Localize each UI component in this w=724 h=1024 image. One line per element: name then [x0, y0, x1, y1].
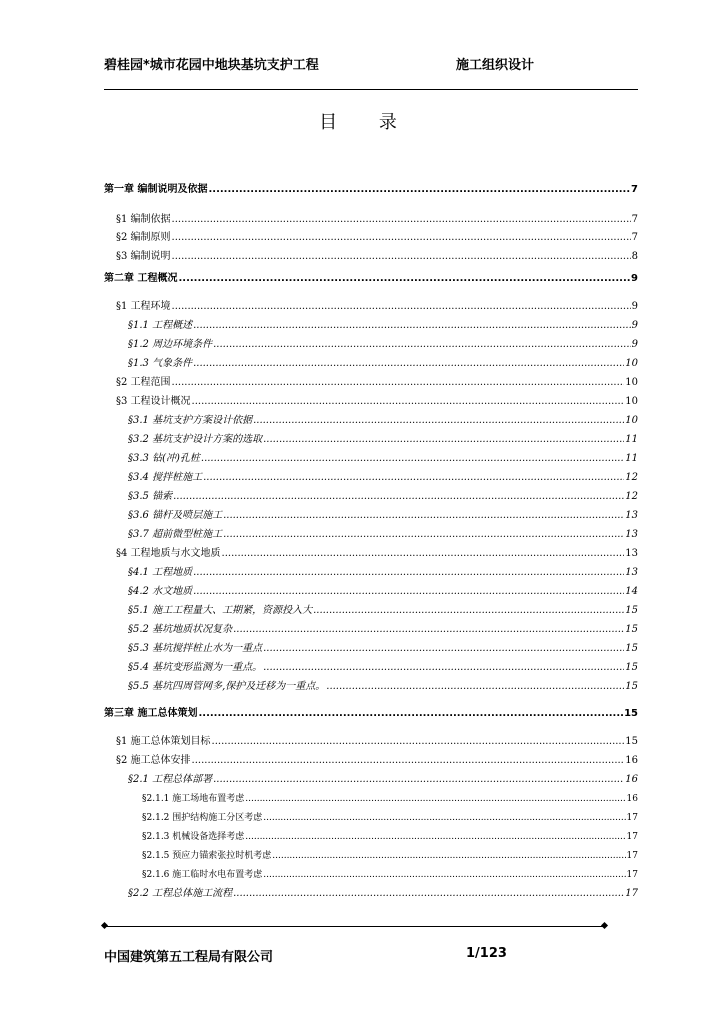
toc-leader-dots	[178, 273, 630, 285]
toc-entry[interactable]	[104, 297, 638, 313]
toc-entry[interactable]	[104, 808, 638, 824]
toc-entry-label: §5.1 施工工程量大、工期紧，资源投入大	[128, 605, 313, 616]
toc-entry[interactable]	[104, 563, 638, 579]
toc-leader-dots	[263, 643, 624, 655]
toc-leader-dots	[172, 214, 631, 226]
toc-entry[interactable]	[104, 449, 638, 465]
toc-leader-dots	[233, 624, 624, 636]
toc-entry[interactable]	[104, 210, 638, 226]
toc-leader-dots	[203, 472, 624, 484]
toc-entry-label: §1.3 气象条件	[128, 358, 193, 369]
toc-entry-label: §2.1.3 机械设备选择考虑	[142, 832, 245, 842]
toc-entry-page: 15	[624, 708, 638, 719]
toc-entry-label: §4 工程地质与水文地质	[116, 548, 221, 559]
toc-entry[interactable]	[104, 732, 638, 748]
toc-entry[interactable]	[104, 506, 638, 522]
toc-leader-dots	[245, 831, 625, 843]
toc-entry[interactable]	[104, 411, 638, 427]
page-indicator: 1/123	[466, 946, 507, 961]
toc-entry[interactable]	[104, 639, 638, 655]
toc-entry-label: §1.1 工程概述	[128, 320, 193, 331]
toc-entry-page: 7	[631, 232, 638, 243]
toc-entry-label: §3.5 锚索	[128, 491, 173, 502]
toc-entry[interactable]	[104, 392, 638, 408]
toc-leader-dots	[272, 850, 625, 862]
toc-entry-page: 16	[625, 755, 638, 766]
toc-entry-page: 9	[631, 339, 638, 350]
toc-entry[interactable]	[104, 601, 638, 617]
toc-leader-dots	[263, 662, 624, 674]
toc-entry-page: 10	[625, 377, 638, 388]
toc-entry[interactable]	[104, 846, 638, 862]
toc-leader-dots	[245, 793, 625, 805]
toc-entry-label: §2 编制原则	[116, 232, 171, 243]
toc-entry[interactable]	[104, 269, 638, 285]
toc-entry-label: 第三章 施工总体策划	[104, 708, 198, 719]
toc-entry-label: §4.1 工程地质	[128, 567, 193, 578]
toc-entry-page: 7	[631, 184, 638, 195]
toc-entry[interactable]	[104, 677, 638, 693]
toc-entry-page: 17	[626, 870, 638, 880]
toc-entry-page: 15	[625, 681, 638, 692]
toc-entry-page: 13	[625, 529, 638, 540]
toc-entry-label: §2.1 工程总体部署	[128, 774, 213, 785]
footer-rule-left-diamond-icon	[101, 922, 108, 929]
toc-entry-label: §1 施工总体策划目标	[116, 736, 211, 747]
toc-entry-page: 13	[625, 567, 638, 578]
toc-leader-dots	[193, 358, 624, 370]
toc-entry[interactable]	[104, 620, 638, 636]
toc-leader-dots	[213, 774, 624, 786]
toc-leader-dots	[313, 605, 624, 617]
toc-title: 目 录	[319, 112, 415, 133]
footer-company: 中国建筑第五工程局有限公司	[104, 950, 274, 965]
toc-entry[interactable]	[104, 582, 638, 598]
toc-entry-label: §5.4 基坑变形监测为一重点。	[128, 662, 263, 673]
document-type: 施工组织设计	[456, 58, 535, 73]
toc-entry[interactable]	[104, 827, 638, 843]
toc-entry[interactable]	[104, 316, 638, 332]
toc-entry-label: §1.2 周边环境条件	[128, 339, 213, 350]
toc-entry-label: 第一章 编制说明及依据	[104, 184, 208, 195]
toc-leader-dots	[326, 681, 624, 693]
toc-leader-dots	[172, 251, 631, 263]
toc-entry[interactable]	[104, 865, 638, 881]
toc-entry-page: 15	[625, 624, 638, 635]
toc-entry[interactable]	[104, 468, 638, 484]
toc-entry[interactable]	[104, 354, 638, 370]
toc-entry-label: §3.6 锚杆及喷层施工	[128, 510, 223, 521]
toc-entry-label: §2.1.5 预应力锚索张拉时机考虑	[142, 851, 272, 861]
footer-rule	[104, 926, 604, 927]
toc-entry-label: §3.1 基坑支护方案设计依据	[128, 415, 253, 426]
toc-leader-dots	[263, 812, 625, 824]
toc-leader-dots	[253, 415, 624, 427]
toc-entry-page: 9	[631, 320, 638, 331]
toc-entry-page: 17	[626, 813, 638, 823]
toc-entry-page: 15	[625, 736, 638, 747]
toc-entry-page: 11	[625, 434, 638, 445]
toc-entry[interactable]	[104, 544, 638, 560]
toc-leader-dots	[192, 755, 625, 767]
toc-leader-dots	[263, 434, 624, 446]
toc-entry-page: 15	[625, 605, 638, 616]
header-rule	[104, 89, 638, 90]
toc-entry-label: §3.7 超前微型桩施工	[128, 529, 223, 540]
toc-entry-label: §2.1.1 施工场地布置考虑	[142, 794, 245, 804]
toc-entry-label: 第二章 工程概况	[104, 273, 178, 284]
toc-leader-dots	[222, 548, 625, 560]
toc-entry-page: 10	[625, 358, 638, 369]
toc-entry-page: 15	[625, 662, 638, 673]
toc-entry[interactable]	[104, 658, 638, 674]
toc-entry-label: §3 编制说明	[116, 251, 171, 262]
toc-leader-dots	[223, 510, 624, 522]
toc-entry[interactable]	[104, 789, 638, 805]
toc-leader-dots	[172, 232, 631, 244]
toc-entry-page: 13	[625, 510, 638, 521]
toc-entry-page: 14	[625, 586, 638, 597]
toc-entry-label: §3 工程设计概况	[116, 396, 191, 407]
toc-entry-label: §5.3 基坑搅拌桩止水为一重点	[128, 643, 263, 654]
toc-entry-label: §3.4 搅拌桩施工	[128, 472, 203, 483]
toc-entry-page: 12	[625, 472, 638, 483]
footer-rule-right-diamond-icon	[601, 922, 608, 929]
toc-entry-page: 12	[625, 491, 638, 502]
toc-entry[interactable]	[104, 884, 638, 900]
toc-leader-dots	[198, 708, 623, 720]
toc-leader-dots	[193, 320, 631, 332]
toc-entry[interactable]	[104, 487, 638, 503]
toc-entry[interactable]	[104, 228, 638, 244]
toc-leader-dots	[233, 888, 624, 900]
toc-entry-label: §2.1.2 围护结构施工分区考虑	[142, 813, 263, 823]
toc-entry[interactable]	[104, 430, 638, 446]
toc-entry-page: 17	[625, 888, 638, 899]
toc-leader-dots	[173, 491, 624, 503]
toc-leader-dots	[201, 453, 624, 465]
toc-entry-page: 13	[625, 548, 638, 559]
toc-entry-page: 17	[626, 832, 638, 842]
toc-entry[interactable]	[104, 373, 638, 389]
toc-leader-dots	[213, 339, 631, 351]
toc-entry[interactable]	[104, 180, 638, 196]
toc-entry[interactable]	[104, 704, 638, 720]
toc-entry-page: 17	[626, 851, 638, 861]
toc-entry-label: §5.5 基坑四周管网多,保护及迁移为一重点。	[128, 681, 326, 692]
toc-leader-dots	[193, 586, 624, 598]
toc-entry[interactable]	[104, 525, 638, 541]
toc-leader-dots	[208, 184, 630, 196]
toc-entry-label: §5.2 基坑地质状况复杂	[128, 624, 233, 635]
toc-leader-dots	[192, 396, 625, 408]
toc-entry-page: 10	[625, 396, 638, 407]
toc-entry-label: §2 工程范围	[116, 377, 171, 388]
toc-entry[interactable]	[104, 247, 638, 263]
toc-leader-dots	[172, 301, 631, 313]
toc-entry-page: 8	[631, 251, 638, 262]
toc-entry-label: §4.2 水文地质	[128, 586, 193, 597]
toc-entry-page: 9	[631, 273, 638, 284]
toc-entry-label: §3.2 基坑支护设计方案的选取	[128, 434, 263, 445]
toc-entry-page: 15	[625, 643, 638, 654]
toc-entry-page: 11	[625, 453, 638, 464]
toc-entry-label: §1 编制依据	[116, 214, 171, 225]
toc-entry[interactable]	[104, 770, 638, 786]
toc-leader-dots	[263, 869, 625, 881]
project-title: 碧桂园*城市花园中地块基坑支护工程	[104, 58, 319, 73]
toc-leader-dots	[172, 377, 625, 389]
toc-leader-dots	[212, 736, 625, 748]
toc-entry-label: §1 工程环境	[116, 301, 171, 312]
toc-entry-label: §2 施工总体安排	[116, 755, 191, 766]
page-header	[104, 54, 638, 74]
toc-entry-page: 16	[626, 794, 638, 804]
toc-entry-label: §2.2 工程总体施工流程	[128, 888, 233, 899]
toc-entry-page: 16	[625, 774, 638, 785]
toc-entry[interactable]	[104, 751, 638, 767]
toc-leader-dots	[193, 567, 624, 579]
toc-entry-label: §3.3 钻(冲)孔桩	[128, 453, 200, 464]
toc-leader-dots	[223, 529, 624, 541]
toc-entry-page: 10	[625, 415, 638, 426]
toc-entry-label: §2.1.6 施工临时水电布置考虑	[142, 870, 263, 880]
toc-entry-page: 9	[631, 301, 638, 312]
toc-entry-page: 7	[631, 214, 638, 225]
toc-entry[interactable]	[104, 335, 638, 351]
